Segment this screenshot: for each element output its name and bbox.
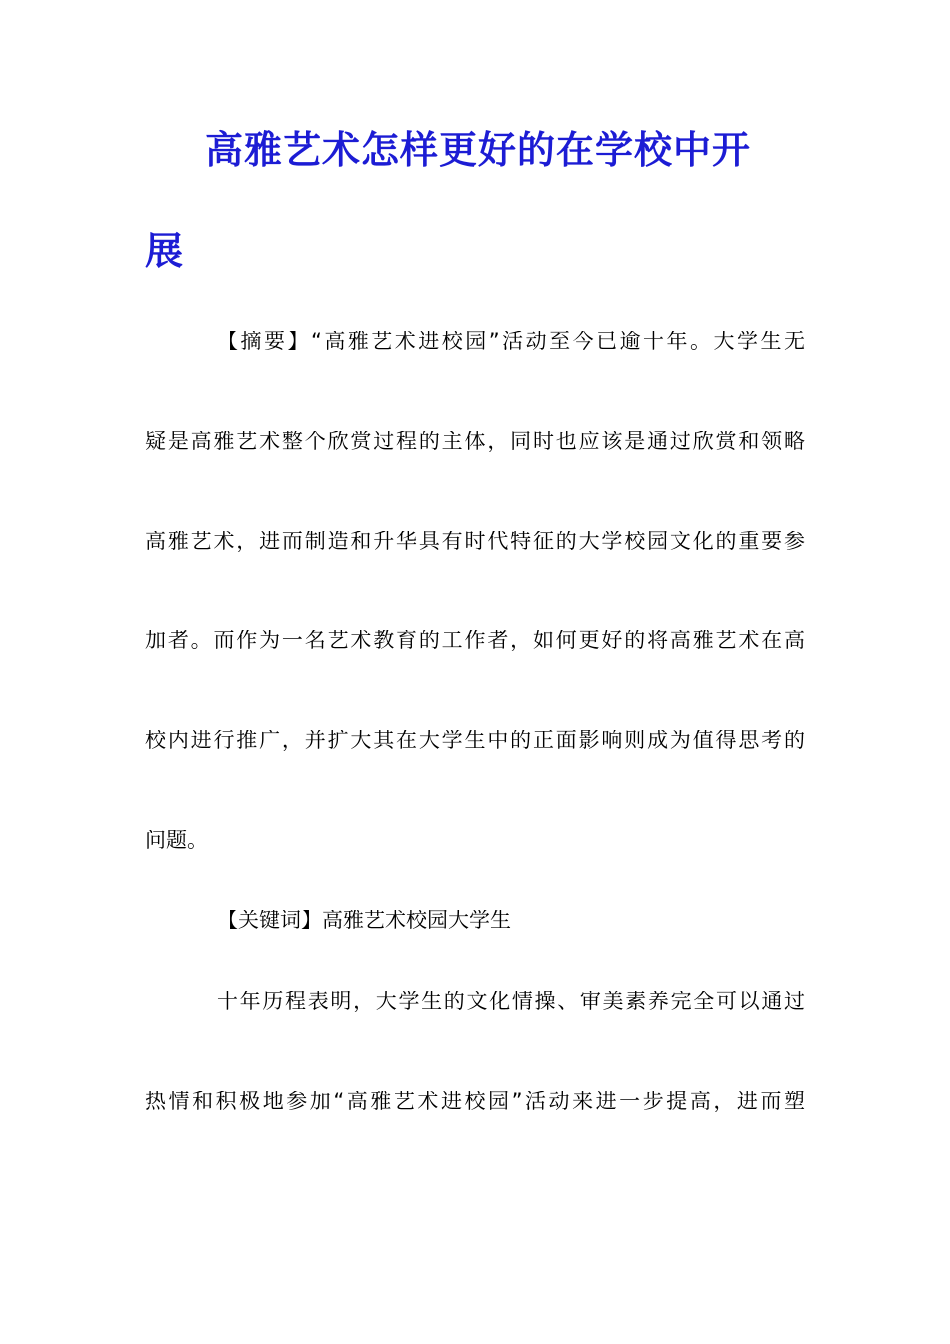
document-title-line-1: 高雅艺术怎样更好的在学校中开 (205, 128, 752, 172)
keywords-line: 【关键词】高雅艺术校园大学生 (217, 910, 511, 931)
abstract-line-6: 问题。 (145, 830, 208, 851)
abstract-line-4: 加者。而作为一名艺术教育的工作者，如何更好的将高雅艺术在高 (145, 630, 805, 651)
document-title-line-2: 展 (145, 229, 185, 273)
abstract-line-5: 校内进行推广，并扩大其在大学生中的正面影响则成为值得思考的 (145, 730, 805, 751)
body-line-2: 热情和积极地参加“高雅艺术进校园”活动来进一步提高，进而塑 (145, 1091, 805, 1112)
abstract-line-1: 【摘要】“高雅艺术进校园”活动至今已逾十年。大学生无 (217, 331, 805, 352)
body-line-1: 十年历程表明，大学生的文化情操、审美素养完全可以通过 (217, 991, 805, 1012)
abstract-line-2: 疑是高雅艺术整个欣赏过程的主体，同时也应该是通过欣赏和领略 (145, 431, 805, 452)
abstract-line-3: 高雅艺术，进而制造和升华具有时代特征的大学校园文化的重要参 (145, 531, 805, 552)
